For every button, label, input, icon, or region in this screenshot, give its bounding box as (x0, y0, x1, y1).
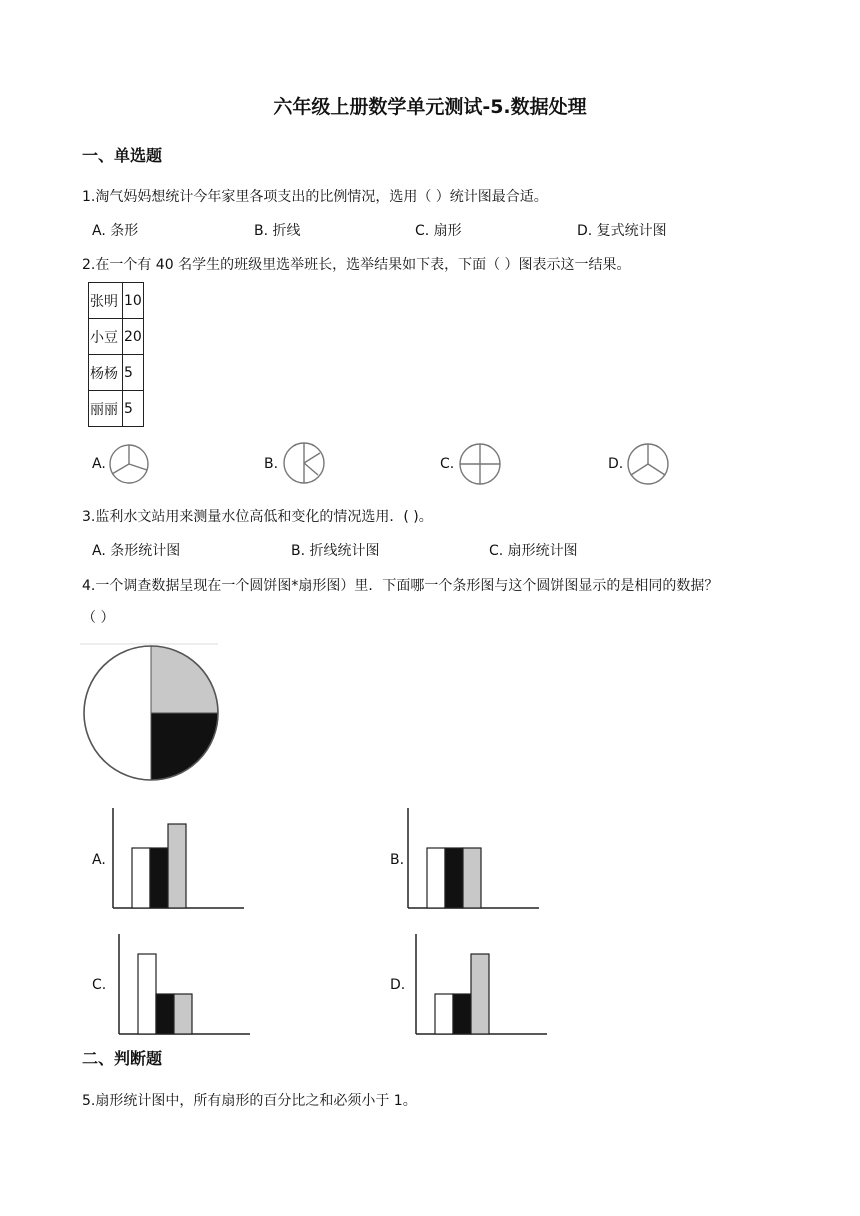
question-4-answer-blank: （ ） (82, 610, 115, 626)
table-cell-name: 丽丽 (89, 391, 123, 427)
table-cell-name: 张明 (89, 283, 123, 319)
bar (132, 848, 150, 908)
table-row (89, 391, 144, 427)
bar (463, 848, 481, 908)
question-1-text: 1.淘气妈妈想统计今年家里各项支出的比例情况，选用（ ）统计图最合适。 (82, 189, 548, 205)
question-4-text: 4.一个调查数据呈现在一个圆饼图*扇形图）里．下面哪一个条形图与这个圆饼图显示的是相同的数据？ (82, 578, 719, 594)
question-4-option-a[interactable]: A. (92, 852, 106, 868)
section-heading-true-false: 二、判断题 (82, 1049, 163, 1068)
bar (174, 994, 192, 1034)
question-4-pie-chart (80, 642, 222, 784)
table-cell-value: 20 (123, 319, 144, 355)
question-5-text: 5.扇形统计图中，所有扇形的百分比之和必须小于 1。 (82, 1093, 417, 1109)
question-4-option-b[interactable]: B. (390, 852, 405, 868)
option-c-bar-chart (116, 932, 254, 1038)
question-2-option-b[interactable]: B. (264, 456, 279, 472)
question-1-option-a[interactable]: A. 条形 (92, 223, 139, 239)
question-1-option-d[interactable]: D. 复式统计图 (577, 223, 667, 239)
bar (150, 848, 168, 908)
pie-slice (151, 713, 218, 780)
option-a-bar-chart (110, 806, 248, 912)
bar (445, 848, 463, 908)
question-3-option-a[interactable]: A. 条形统计图 (92, 543, 181, 559)
table-cell-name: 杨杨 (89, 355, 123, 391)
bar (435, 994, 453, 1034)
bar (471, 954, 489, 1034)
question-2-option-c[interactable]: C. (440, 456, 455, 472)
table-cell-value: 5 (123, 355, 144, 391)
bar (156, 994, 174, 1034)
table-cell-value: 10 (123, 283, 144, 319)
pie-slice (151, 646, 218, 713)
option-d-pie-icon (626, 442, 670, 486)
table-row (89, 319, 144, 355)
table-cell-name: 小豆 (89, 319, 123, 355)
question-1-option-b[interactable]: B. 折线 (254, 223, 301, 239)
page-title: 六年级上册数学单元测试-5.数据处理 (273, 96, 587, 118)
bar (168, 824, 186, 908)
section-heading-single-choice: 一、单选题 (82, 146, 163, 165)
vote-table (88, 282, 144, 427)
question-2-option-d[interactable]: D. (608, 456, 624, 472)
table-row (89, 283, 144, 319)
option-b-bar-chart (405, 806, 543, 912)
option-b-pie-icon (282, 441, 326, 485)
table-cell-value: 5 (123, 391, 144, 427)
question-3-text: 3.监利水文站用来测量水位高低和变化的情况选用．( )。 (82, 509, 433, 525)
question-3-option-c[interactable]: C. 扇形统计图 (489, 543, 578, 559)
bar (453, 994, 471, 1034)
table-row (89, 355, 144, 391)
question-3-option-b[interactable]: B. 折线统计图 (291, 543, 380, 559)
option-c-pie-icon (458, 442, 502, 486)
pie-slice (84, 646, 151, 780)
option-a-pie-icon (108, 443, 150, 485)
question-4-option-d[interactable]: D. (390, 977, 406, 993)
bar (427, 848, 445, 908)
option-d-bar-chart (413, 932, 551, 1038)
bar (138, 954, 156, 1034)
question-4-option-c[interactable]: C. (92, 977, 107, 993)
question-2-option-a[interactable]: A. (92, 456, 106, 472)
question-1-option-c[interactable]: C. 扇形 (415, 223, 462, 239)
question-2-text: 2.在一个有 40 名学生的班级里选举班长，选举结果如下表，下面（ ）图表示这一结果。 (82, 257, 631, 273)
